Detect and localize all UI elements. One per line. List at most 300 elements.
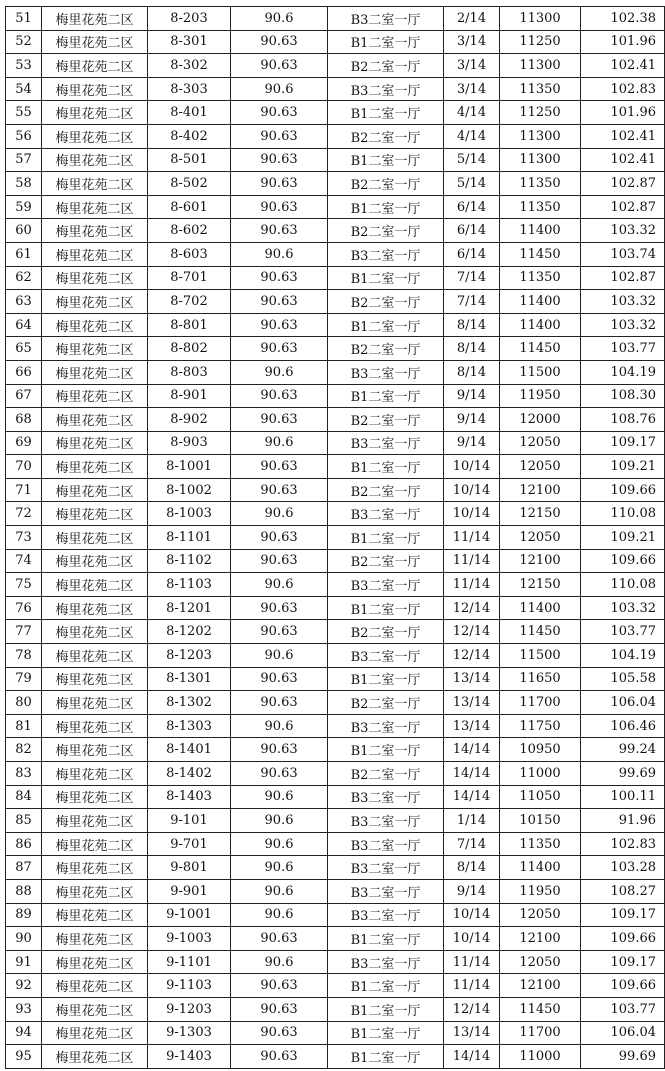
- layout-type-cell: B1二室一厅: [328, 974, 444, 998]
- table-row: [6, 997, 665, 1021]
- community-cell: 梅里花苑二区: [42, 172, 148, 196]
- layout-type-cell: B2二室一厅: [328, 290, 444, 314]
- total-price-cell: 99.24: [581, 738, 665, 762]
- unit-number-cell: 8-301: [148, 30, 231, 54]
- row-number-cell: 79: [6, 667, 42, 691]
- area-cell: 90.63: [231, 195, 328, 219]
- community-cell: 梅里花苑二区: [42, 7, 148, 31]
- community-cell: 梅里花苑二区: [42, 927, 148, 951]
- total-price-cell: 108.76: [581, 408, 665, 432]
- community-cell: 梅里花苑二区: [42, 856, 148, 880]
- row-number-cell: 78: [6, 644, 42, 668]
- unit-number-cell: 9-1403: [148, 1045, 231, 1069]
- total-price-cell: 99.69: [581, 1045, 665, 1069]
- layout-type-cell: B2二室一厅: [328, 549, 444, 573]
- row-number-cell: 82: [6, 738, 42, 762]
- unit-number-cell: 9-1101: [148, 950, 231, 974]
- floor-cell: 10/14: [444, 478, 500, 502]
- floor-cell: 11/14: [444, 974, 500, 998]
- community-cell: 梅里花苑二区: [42, 431, 148, 455]
- table-row: [6, 667, 665, 691]
- unit-price-cell: 11500: [500, 360, 581, 384]
- layout-type-cell: B2二室一厅: [328, 54, 444, 78]
- area-cell: 90.63: [231, 101, 328, 125]
- table-row: [6, 526, 665, 550]
- row-number-cell: 56: [6, 124, 42, 148]
- unit-number-cell: 8-1201: [148, 596, 231, 620]
- community-cell: 梅里花苑二区: [42, 738, 148, 762]
- unit-number-cell: 9-1003: [148, 927, 231, 951]
- floor-cell: 9/14: [444, 384, 500, 408]
- layout-type-cell: B3二室一厅: [328, 785, 444, 809]
- layout-type-cell: B1二室一厅: [328, 101, 444, 125]
- row-number-cell: 76: [6, 596, 42, 620]
- area-cell: 90.63: [231, 691, 328, 715]
- table-row: [6, 124, 665, 148]
- unit-number-cell: 8-1003: [148, 502, 231, 526]
- table-row: [6, 313, 665, 337]
- floor-cell: 11/14: [444, 526, 500, 550]
- floor-cell: 12/14: [444, 997, 500, 1021]
- table-row: [6, 172, 665, 196]
- unit-number-cell: 8-903: [148, 431, 231, 455]
- community-cell: 梅里花苑二区: [42, 809, 148, 833]
- unit-price-cell: 11400: [500, 596, 581, 620]
- table-row: [6, 1021, 665, 1045]
- community-cell: 梅里花苑二区: [42, 997, 148, 1021]
- total-price-cell: 102.87: [581, 172, 665, 196]
- unit-price-cell: 12050: [500, 903, 581, 927]
- community-cell: 梅里花苑二区: [42, 54, 148, 78]
- unit-number-cell: 8-1301: [148, 667, 231, 691]
- layout-type-cell: B1二室一厅: [328, 266, 444, 290]
- unit-price-cell: 11950: [500, 879, 581, 903]
- community-cell: 梅里花苑二区: [42, 573, 148, 597]
- unit-number-cell: 8-801: [148, 313, 231, 337]
- area-cell: 90.63: [231, 1021, 328, 1045]
- table-row: [6, 195, 665, 219]
- unit-price-cell: 11450: [500, 620, 581, 644]
- community-cell: 梅里花苑二区: [42, 30, 148, 54]
- community-cell: 梅里花苑二区: [42, 384, 148, 408]
- row-number-cell: 74: [6, 549, 42, 573]
- unit-number-cell: 8-803: [148, 360, 231, 384]
- unit-price-cell: 10150: [500, 809, 581, 833]
- row-number-cell: 89: [6, 903, 42, 927]
- row-number-cell: 67: [6, 384, 42, 408]
- area-cell: 90.6: [231, 644, 328, 668]
- layout-type-cell: B1二室一厅: [328, 384, 444, 408]
- row-number-cell: 81: [6, 714, 42, 738]
- table-body: [6, 7, 665, 1069]
- total-price-cell: 109.66: [581, 478, 665, 502]
- floor-cell: 9/14: [444, 431, 500, 455]
- layout-type-cell: B2二室一厅: [328, 124, 444, 148]
- total-price-cell: 103.32: [581, 219, 665, 243]
- area-cell: 90.63: [231, 478, 328, 502]
- area-cell: 90.63: [231, 762, 328, 786]
- row-number-cell: 57: [6, 148, 42, 172]
- table-row: [6, 290, 665, 314]
- unit-price-cell: 11950: [500, 384, 581, 408]
- community-cell: 梅里花苑二区: [42, 290, 148, 314]
- layout-type-cell: B3二室一厅: [328, 242, 444, 266]
- table-row: [6, 266, 665, 290]
- area-cell: 90.63: [231, 124, 328, 148]
- table-row: [6, 478, 665, 502]
- unit-number-cell: 8-1401: [148, 738, 231, 762]
- area-cell: 90.6: [231, 714, 328, 738]
- layout-type-cell: B1二室一厅: [328, 738, 444, 762]
- unit-price-cell: 12150: [500, 502, 581, 526]
- unit-price-cell: 11400: [500, 856, 581, 880]
- table-row: [6, 832, 665, 856]
- floor-cell: 6/14: [444, 242, 500, 266]
- total-price-cell: 102.87: [581, 266, 665, 290]
- floor-cell: 13/14: [444, 667, 500, 691]
- community-cell: 梅里花苑二区: [42, 242, 148, 266]
- unit-price-cell: 10950: [500, 738, 581, 762]
- unit-number-cell: 8-1101: [148, 526, 231, 550]
- total-price-cell: 103.32: [581, 596, 665, 620]
- community-cell: 梅里花苑二区: [42, 667, 148, 691]
- layout-type-cell: B2二室一厅: [328, 337, 444, 361]
- floor-cell: 8/14: [444, 360, 500, 384]
- row-number-cell: 65: [6, 337, 42, 361]
- layout-type-cell: B3二室一厅: [328, 714, 444, 738]
- area-cell: 90.63: [231, 997, 328, 1021]
- floor-cell: 8/14: [444, 337, 500, 361]
- floor-cell: 4/14: [444, 101, 500, 125]
- total-price-cell: 109.66: [581, 927, 665, 951]
- unit-price-cell: 11300: [500, 148, 581, 172]
- layout-type-cell: B1二室一厅: [328, 1021, 444, 1045]
- floor-cell: 7/14: [444, 290, 500, 314]
- layout-type-cell: B2二室一厅: [328, 478, 444, 502]
- layout-type-cell: B1二室一厅: [328, 313, 444, 337]
- area-cell: 90.6: [231, 360, 328, 384]
- area-cell: 90.63: [231, 620, 328, 644]
- unit-number-cell: 8-701: [148, 266, 231, 290]
- layout-type-cell: B1二室一厅: [328, 927, 444, 951]
- total-price-cell: 106.04: [581, 691, 665, 715]
- floor-cell: 11/14: [444, 549, 500, 573]
- area-cell: 90.6: [231, 7, 328, 31]
- area-cell: 90.6: [231, 431, 328, 455]
- area-cell: 90.63: [231, 313, 328, 337]
- unit-number-cell: 9-1103: [148, 974, 231, 998]
- table-row: [6, 691, 665, 715]
- unit-number-cell: 9-801: [148, 856, 231, 880]
- total-price-cell: 102.41: [581, 54, 665, 78]
- table-row: [6, 30, 665, 54]
- unit-number-cell: 8-802: [148, 337, 231, 361]
- area-cell: 90.63: [231, 596, 328, 620]
- layout-type-cell: B1二室一厅: [328, 195, 444, 219]
- total-price-cell: 105.58: [581, 667, 665, 691]
- unit-price-cell: 12000: [500, 408, 581, 432]
- total-price-cell: 103.32: [581, 313, 665, 337]
- layout-type-cell: B1二室一厅: [328, 526, 444, 550]
- layout-type-cell: B1二室一厅: [328, 667, 444, 691]
- floor-cell: 10/14: [444, 502, 500, 526]
- row-number-cell: 71: [6, 478, 42, 502]
- row-number-cell: 85: [6, 809, 42, 833]
- community-cell: 梅里花苑二区: [42, 1045, 148, 1069]
- table-row: [6, 785, 665, 809]
- area-cell: 90.63: [231, 927, 328, 951]
- community-cell: 梅里花苑二区: [42, 219, 148, 243]
- layout-type-cell: B3二室一厅: [328, 431, 444, 455]
- community-cell: 梅里花苑二区: [42, 408, 148, 432]
- unit-number-cell: 8-1001: [148, 455, 231, 479]
- row-number-cell: 62: [6, 266, 42, 290]
- row-number-cell: 51: [6, 7, 42, 31]
- community-cell: 梅里花苑二区: [42, 903, 148, 927]
- row-number-cell: 58: [6, 172, 42, 196]
- area-cell: 90.63: [231, 337, 328, 361]
- table-row: [6, 620, 665, 644]
- floor-cell: 14/14: [444, 785, 500, 809]
- area-cell: 90.63: [231, 549, 328, 573]
- layout-type-cell: B3二室一厅: [328, 360, 444, 384]
- table-row: [6, 903, 665, 927]
- total-price-cell: 109.66: [581, 974, 665, 998]
- floor-cell: 14/14: [444, 762, 500, 786]
- total-price-cell: 101.96: [581, 30, 665, 54]
- area-cell: 90.6: [231, 573, 328, 597]
- unit-price-cell: 12100: [500, 478, 581, 502]
- unit-number-cell: 8-1402: [148, 762, 231, 786]
- community-cell: 梅里花苑二区: [42, 832, 148, 856]
- community-cell: 梅里花苑二区: [42, 502, 148, 526]
- row-number-cell: 72: [6, 502, 42, 526]
- area-cell: 90.63: [231, 1045, 328, 1069]
- unit-price-cell: 11450: [500, 337, 581, 361]
- layout-type-cell: B3二室一厅: [328, 573, 444, 597]
- row-number-cell: 52: [6, 30, 42, 54]
- area-cell: 90.63: [231, 172, 328, 196]
- total-price-cell: 110.08: [581, 573, 665, 597]
- unit-price-cell: 12050: [500, 950, 581, 974]
- unit-number-cell: 8-1302: [148, 691, 231, 715]
- row-number-cell: 88: [6, 879, 42, 903]
- table-row: [6, 596, 665, 620]
- total-price-cell: 91.96: [581, 809, 665, 833]
- floor-cell: 14/14: [444, 738, 500, 762]
- row-number-cell: 64: [6, 313, 42, 337]
- unit-number-cell: 9-1203: [148, 997, 231, 1021]
- community-cell: 梅里花苑二区: [42, 455, 148, 479]
- community-cell: 梅里花苑二区: [42, 101, 148, 125]
- total-price-cell: 104.19: [581, 360, 665, 384]
- community-cell: 梅里花苑二区: [42, 950, 148, 974]
- community-cell: 梅里花苑二区: [42, 526, 148, 550]
- row-number-cell: 60: [6, 219, 42, 243]
- community-cell: 梅里花苑二区: [42, 879, 148, 903]
- layout-type-cell: B3二室一厅: [328, 856, 444, 880]
- floor-cell: 5/14: [444, 172, 500, 196]
- table-row: [6, 1045, 665, 1069]
- total-price-cell: 110.08: [581, 502, 665, 526]
- table-row: [6, 337, 665, 361]
- unit-price-cell: 11050: [500, 785, 581, 809]
- table-row: [6, 762, 665, 786]
- unit-number-cell: 8-1102: [148, 549, 231, 573]
- total-price-cell: 108.27: [581, 879, 665, 903]
- unit-number-cell: 8-1103: [148, 573, 231, 597]
- floor-cell: 7/14: [444, 832, 500, 856]
- unit-price-cell: 12050: [500, 526, 581, 550]
- floor-cell: 1/14: [444, 809, 500, 833]
- floor-cell: 4/14: [444, 124, 500, 148]
- unit-number-cell: 9-701: [148, 832, 231, 856]
- floor-cell: 10/14: [444, 455, 500, 479]
- area-cell: 90.63: [231, 266, 328, 290]
- layout-type-cell: B3二室一厅: [328, 879, 444, 903]
- area-cell: 90.63: [231, 30, 328, 54]
- layout-type-cell: B2二室一厅: [328, 219, 444, 243]
- unit-number-cell: 8-1203: [148, 644, 231, 668]
- floor-cell: 12/14: [444, 596, 500, 620]
- total-price-cell: 109.17: [581, 431, 665, 455]
- row-number-cell: 59: [6, 195, 42, 219]
- row-number-cell: 75: [6, 573, 42, 597]
- unit-price-cell: 11250: [500, 101, 581, 125]
- layout-type-cell: B3二室一厅: [328, 903, 444, 927]
- total-price-cell: 106.46: [581, 714, 665, 738]
- unit-price-cell: 12050: [500, 455, 581, 479]
- unit-price-cell: 11650: [500, 667, 581, 691]
- community-cell: 梅里花苑二区: [42, 1021, 148, 1045]
- unit-price-cell: 11750: [500, 714, 581, 738]
- layout-type-cell: B3二室一厅: [328, 77, 444, 101]
- unit-number-cell: 8-402: [148, 124, 231, 148]
- layout-type-cell: B3二室一厅: [328, 950, 444, 974]
- area-cell: 90.63: [231, 148, 328, 172]
- unit-price-cell: 11250: [500, 30, 581, 54]
- unit-number-cell: 8-702: [148, 290, 231, 314]
- unit-number-cell: 8-901: [148, 384, 231, 408]
- floor-cell: 10/14: [444, 927, 500, 951]
- total-price-cell: 109.21: [581, 526, 665, 550]
- community-cell: 梅里花苑二区: [42, 148, 148, 172]
- row-number-cell: 90: [6, 927, 42, 951]
- table-row: [6, 101, 665, 125]
- table-row: [6, 242, 665, 266]
- layout-type-cell: B3二室一厅: [328, 809, 444, 833]
- layout-type-cell: B1二室一厅: [328, 596, 444, 620]
- unit-price-cell: 12150: [500, 573, 581, 597]
- table-row: [6, 455, 665, 479]
- row-number-cell: 91: [6, 950, 42, 974]
- area-cell: 90.6: [231, 903, 328, 927]
- unit-price-cell: 11350: [500, 195, 581, 219]
- unit-number-cell: 8-601: [148, 195, 231, 219]
- unit-price-cell: 11000: [500, 762, 581, 786]
- total-price-cell: 102.41: [581, 124, 665, 148]
- floor-cell: 12/14: [444, 620, 500, 644]
- row-number-cell: 95: [6, 1045, 42, 1069]
- unit-price-cell: 11500: [500, 644, 581, 668]
- row-number-cell: 68: [6, 408, 42, 432]
- total-price-cell: 103.77: [581, 337, 665, 361]
- total-price-cell: 103.77: [581, 620, 665, 644]
- row-number-cell: 93: [6, 997, 42, 1021]
- unit-number-cell: 8-1002: [148, 478, 231, 502]
- community-cell: 梅里花苑二区: [42, 762, 148, 786]
- floor-cell: 13/14: [444, 714, 500, 738]
- unit-price-cell: 11350: [500, 266, 581, 290]
- table-row: [6, 974, 665, 998]
- community-cell: 梅里花苑二区: [42, 77, 148, 101]
- area-cell: 90.6: [231, 832, 328, 856]
- area-cell: 90.6: [231, 785, 328, 809]
- unit-number-cell: 8-603: [148, 242, 231, 266]
- unit-number-cell: 8-1202: [148, 620, 231, 644]
- unit-price-cell: 11700: [500, 1021, 581, 1045]
- total-price-cell: 99.69: [581, 762, 665, 786]
- total-price-cell: 109.17: [581, 950, 665, 974]
- row-number-cell: 61: [6, 242, 42, 266]
- unit-price-cell: 12100: [500, 974, 581, 998]
- table-row: [6, 714, 665, 738]
- table-row: [6, 502, 665, 526]
- area-cell: 90.63: [231, 384, 328, 408]
- unit-price-cell: 11300: [500, 54, 581, 78]
- floor-cell: 10/14: [444, 903, 500, 927]
- floor-cell: 11/14: [444, 950, 500, 974]
- unit-price-cell: 12100: [500, 927, 581, 951]
- floor-cell: 6/14: [444, 219, 500, 243]
- unit-price-cell: 11400: [500, 219, 581, 243]
- floor-cell: 9/14: [444, 879, 500, 903]
- table-row: [6, 77, 665, 101]
- table-row: [6, 950, 665, 974]
- table-row: [6, 219, 665, 243]
- unit-price-cell: 11450: [500, 242, 581, 266]
- unit-number-cell: 8-203: [148, 7, 231, 31]
- floor-cell: 11/14: [444, 573, 500, 597]
- table-row: [6, 7, 665, 31]
- floor-cell: 3/14: [444, 30, 500, 54]
- unit-number-cell: 8-1303: [148, 714, 231, 738]
- total-price-cell: 103.32: [581, 290, 665, 314]
- unit-price-cell: 11000: [500, 1045, 581, 1069]
- row-number-cell: 66: [6, 360, 42, 384]
- unit-price-cell: 11300: [500, 7, 581, 31]
- area-cell: 90.63: [231, 738, 328, 762]
- floor-cell: 13/14: [444, 1021, 500, 1045]
- floor-cell: 13/14: [444, 691, 500, 715]
- community-cell: 梅里花苑二区: [42, 714, 148, 738]
- community-cell: 梅里花苑二区: [42, 195, 148, 219]
- floor-cell: 2/14: [444, 7, 500, 31]
- unit-number-cell: 9-901: [148, 879, 231, 903]
- community-cell: 梅里花苑二区: [42, 337, 148, 361]
- total-price-cell: 109.66: [581, 549, 665, 573]
- area-cell: 90.63: [231, 526, 328, 550]
- area-cell: 90.6: [231, 242, 328, 266]
- unit-number-cell: 9-1001: [148, 903, 231, 927]
- unit-number-cell: 8-501: [148, 148, 231, 172]
- unit-price-cell: 11350: [500, 832, 581, 856]
- community-cell: 梅里花苑二区: [42, 620, 148, 644]
- floor-cell: 14/14: [444, 1045, 500, 1069]
- floor-cell: 5/14: [444, 148, 500, 172]
- area-cell: 90.63: [231, 974, 328, 998]
- unit-number-cell: 9-101: [148, 809, 231, 833]
